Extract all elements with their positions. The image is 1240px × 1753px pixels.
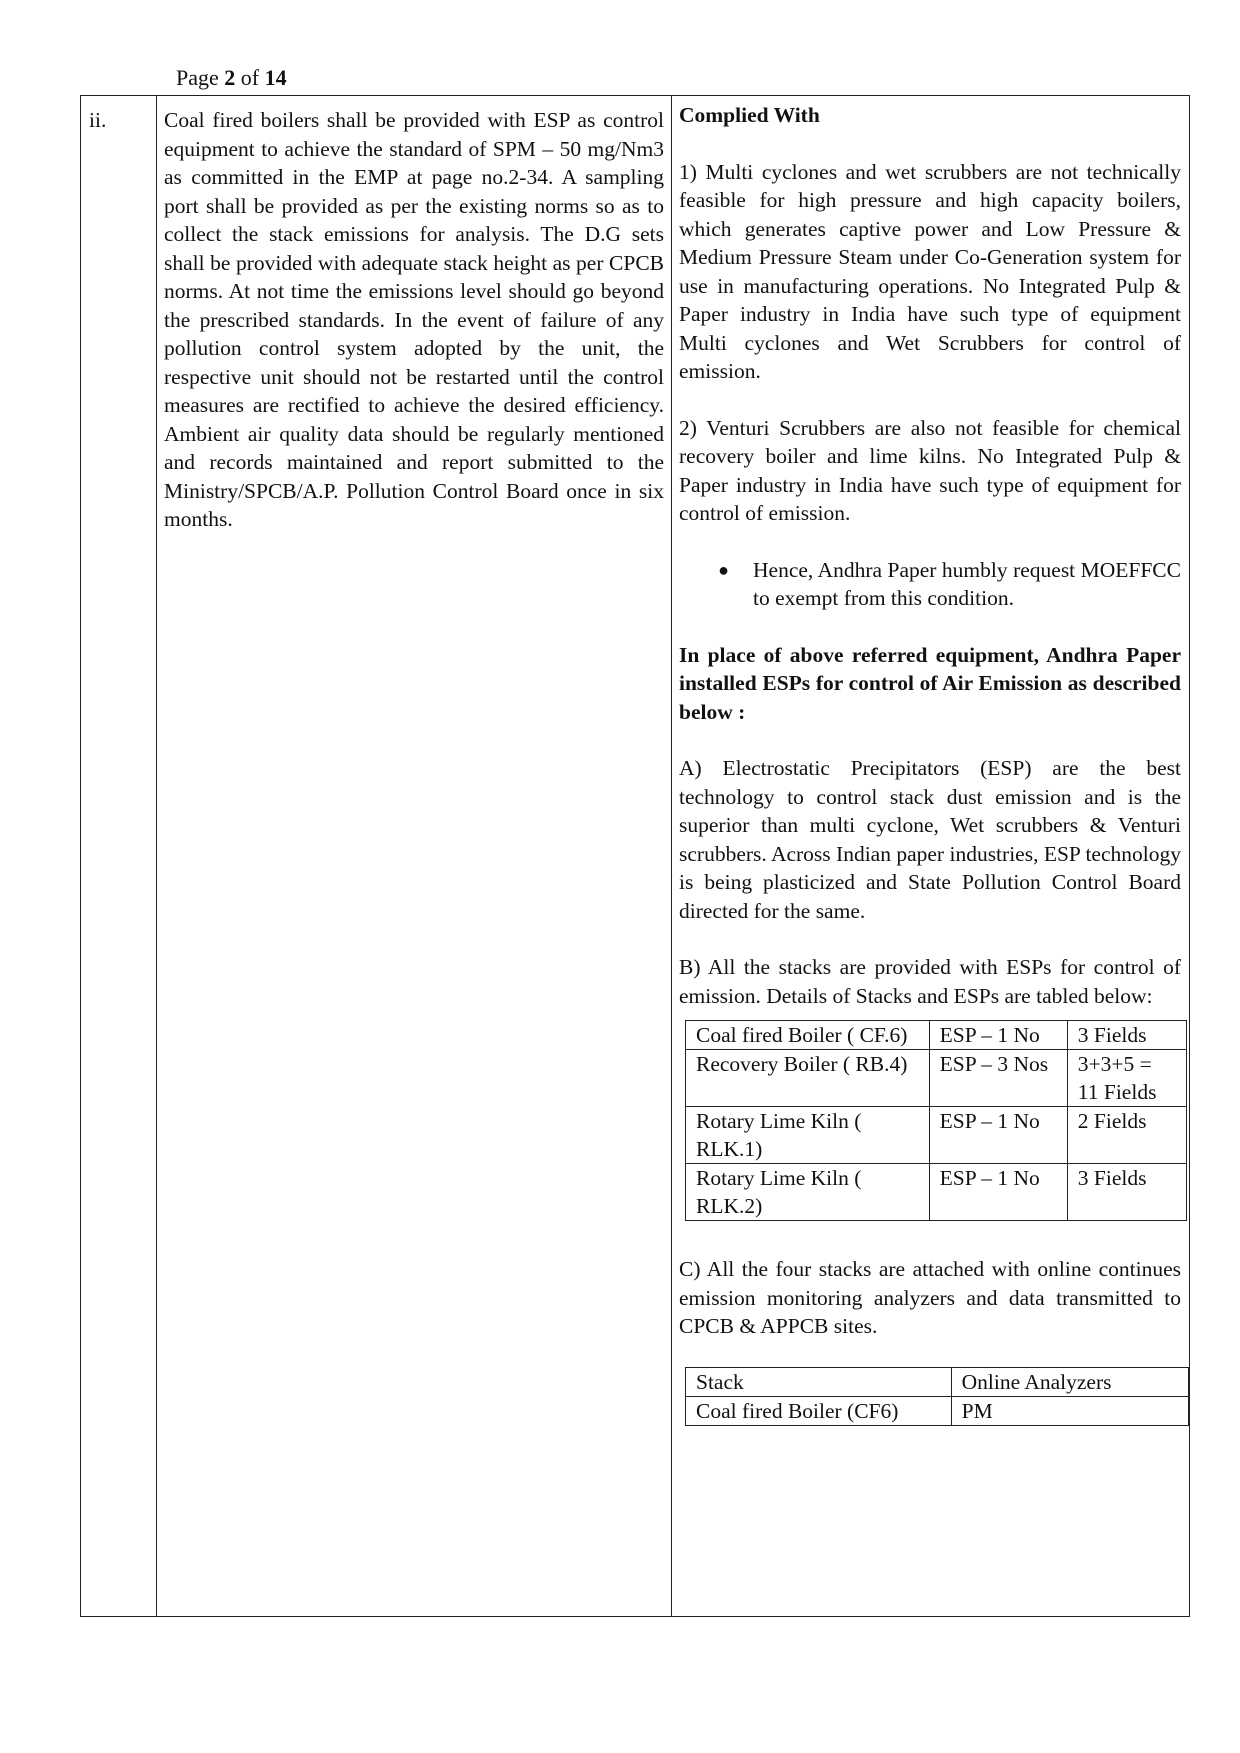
esp-stack: Recovery Boiler ( RB.4) — [686, 1050, 930, 1107]
serial-number: ii. — [89, 108, 107, 132]
column-divider — [156, 96, 157, 1616]
compliance-point-2: 2) Venturi Scrubbers are also not feasible for chemical recovery boiler and lime kilns. No Integrated Pulp & Paper industry in India have such type of equipment for control of emission. — [679, 415, 1181, 525]
condition-text: Coal fired boilers shall be provided with ESP as control equipment to achieve the standard of SPM – 50 mg/Nm3 as committed in the EMP at page no.2-34. A sampling port shall be provided as per the existing norms so as to collect the stack emissions for analysis. The D.G sets shall be provided with adequate stack height as per CPCB norms. At not time the emissions level should go beyond the prescribed standards. In the event of failure of any pollution control system adopted by the unit, the respective unit should not be restarted until the control measures are rectified to achieve the desired efficiency. Ambient air quality data should be regularly mentioned and records maintained and report submitted to the Ministry/SPCB/A.P. Pollution Control Board once in six months. — [164, 108, 664, 531]
esp-stack: Coal fired Boiler ( CF.6) — [686, 1021, 930, 1050]
column-header-stack: Stack — [686, 1367, 952, 1396]
esp-fields: 3 Fields — [1067, 1021, 1186, 1050]
table-header-row — [686, 1367, 1189, 1396]
esp-fields: 3 Fields — [1067, 1164, 1186, 1221]
esp-table — [685, 1020, 1187, 1221]
esp-intro: In place of above referred equipment, Andhra Paper installed ESPs for control of Air Emission as described below : — [679, 642, 1181, 724]
table-row — [686, 1164, 1187, 1221]
page-number — [176, 64, 287, 93]
esp-count: ESP – 1 No — [929, 1107, 1067, 1164]
table-row — [686, 1021, 1187, 1050]
compliance-point-a: A) Electrostatic Precipitators (ESP) are the best technology to control stack dust emission and is the superior than multi cyclone, Wet scrubbers & Venturi scrubbers. Across Indian paper industries, ESP technology is being plasticized and State Pollution Control Board directed for the same. — [679, 756, 1181, 923]
compliance-cell — [679, 101, 1181, 1426]
column-header-analyzers: Online Analyzers — [951, 1367, 1188, 1396]
table-row — [686, 1050, 1187, 1107]
page-of: of — [235, 65, 265, 90]
compliance-status: Complied With — [679, 103, 820, 127]
table-row — [686, 1396, 1189, 1425]
esp-stack: Rotary Lime Kiln ( RLK.1) — [686, 1107, 930, 1164]
analyzer-stack: Coal fired Boiler (CF6) — [686, 1396, 952, 1425]
esp-fields: 3+3+5 = 11 Fields — [1067, 1050, 1186, 1107]
esp-stack: Rotary Lime Kiln ( RLK.2) — [686, 1164, 930, 1221]
compliance-table — [80, 95, 1190, 1617]
compliance-point-b: B) All the stacks are provided with ESPs for control of emission. Details of Stacks and ESPs are tabled below: — [679, 955, 1181, 1008]
table-row — [686, 1107, 1187, 1164]
total-pages: 14 — [264, 65, 287, 90]
compliance-point-c: C) All the four stacks are attached with online continues emission monitoring analyzers and data transmitted to CPCB & APPCB sites. — [679, 1257, 1181, 1338]
bullet-icon: ● — [718, 559, 729, 580]
current-page: 2 — [224, 65, 236, 90]
analyzer-value: PM — [951, 1396, 1188, 1425]
bullet-item — [679, 556, 1181, 613]
esp-fields: 2 Fields — [1067, 1107, 1186, 1164]
esp-count: ESP – 3 Nos — [929, 1050, 1067, 1107]
compliance-point-1: 1) Multi cyclones and wet scrubbers are not technically feasible for high pressure and high capacity boilers, which generates captive power and Low Pressure & Medium Pressure Steam under Co-Generation system for use in manufacturing operations. No Integrated Pulp & Paper industry in India have such type of equipment Multi cyclones and Wet Scrubbers for control of emission. — [679, 159, 1181, 383]
esp-count: ESP – 1 No — [929, 1021, 1067, 1050]
esp-count: ESP – 1 No — [929, 1164, 1067, 1221]
bullet-text: Hence, Andhra Paper humbly request MOEFFCC to exempt from this condition. — [753, 557, 1181, 610]
page-label: Page — [176, 65, 225, 90]
column-divider — [671, 96, 672, 1616]
analyzer-table — [685, 1367, 1189, 1426]
